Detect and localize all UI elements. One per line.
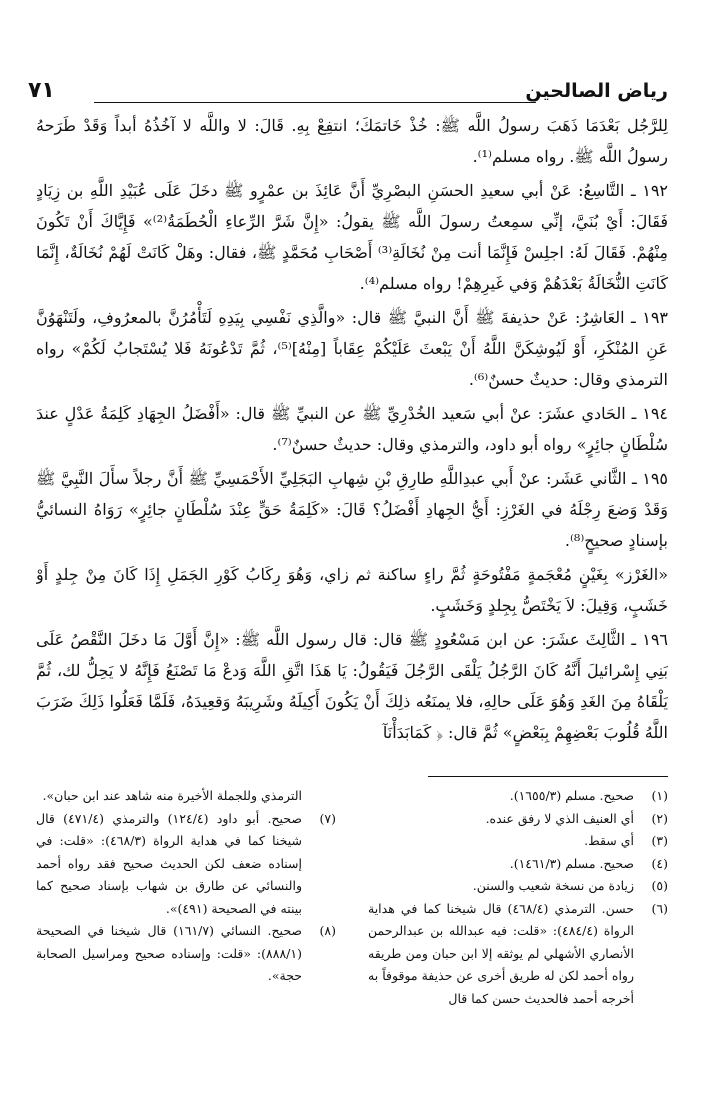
main-text: [36, 110, 668, 760]
footnote-number: (١): [651, 788, 668, 803]
hadith-193: ١٩٣ ـ العَاشِرُ: عَنْ حذيفةَ ﷺ أَنَّ النبيَّ ﷺ قال: «والَّذِي نَفْسِي بِيَدِهِ لَتَأْمُرُنَّ بالمعرُوفِ، ولَتَنْهَوُنَّ عَنِ المُنْكَرِ، أَوْ لَيُوشِكَنَّ اللَّهُ أَنْ يَبْعثَ عَلَيْكُمْ عِقَاباً [مِنْهُ]⁽⁵⁾، ثُمَّ تَدْعُونَهُ فَلا يُسْتَجابُ لَكُمْ» رواه الترمذي وقال: حديثٌ حسنٌ⁽⁶⁾.: [36, 308, 668, 389]
page-header: [28, 78, 668, 106]
paragraph-continuation: لِلرَّجُل بَعْدَمَا ذَهَبَ رسولُ اللَّه ﷺ: خُذْ خَاتمَكَ؛ انتفِعْ بِهِ. قَالَ: لا واللَّه لا آخُذُهُ أبداً وَقَدْ طَرَحهُ رسولُ اللَّه ﷺ. رواه مسلم⁽¹⁾.: [36, 116, 668, 166]
footnote-text: زيادة من نسخة شعيب والسنن.: [472, 878, 634, 893]
footnote-text: حسن. الترمذي (٤٦٨/٤) قال شيخنا كما في هداية الرواة (٤٨٤/٤): «قلت: فيه عبدالله بن عبدالرحمن الأنصاري الأشهلي لم يوثقه إلا ابن حبان ومن طريقه رواه أحمد لكن له طريق أخرى عن حذيفة موقوفاً به أخرجه أحمد فالحديث حسن كما قال: [368, 900, 635, 1006]
hadith-194: ١٩٤ ـ الحَادي عشَرَ: عنْ أبي سَعيد الخُدْرِيِّ ﷺ عن النبيِّ ﷺ قال: «أَفْضَلُ الجِهَادِ كَلِمَةُ عَدْلٍ عندَ سُلْطَانٍ جائِرٍ» رواه أبو داود، والترمذي وقال: حديثٌ حسنٌ⁽⁷⁾.: [36, 404, 668, 454]
hadith-192: ١٩٢ ـ التَّاسِعُ: عَنْ أبي سعيدِ الحسَنِ البصْرِيِّ أَنَّ عَائِذَ بن عمْرٍو ﷺ دخَلَ عَلَى عُبَيْدِ اللَّهِ بن زِيَادٍ فَقَالَ: أَيْ بُنَيَّ، إنِّي سمِعتُ رسولَ اللَّه ﷺ يقولُ: «إِنَّ شَرَّ الرِّعاءِ الْحُطَمَةُ⁽²⁾» فَإِيَّاكَ أَنْ تَكُونَ مِنْهُمْ. فَقَالَ لَهُ: اجلِسْ فَإِنَّمَا أنت مِنْ نُخَالَةِ⁽³⁾ أَصْحَابِ مُحَمَّدٍ ﷺ، فقال: وهَلْ كَانَتْ لَهُمْ نُخَالَةٌ، إِنَّمَا كَانَتِ النُّخَالَةُ بَعْدَهُمْ وَفي غَيرِهِمْ! رواه مسلم⁽⁴⁾.: [36, 181, 668, 293]
footnote-text: صحيح. مسلم (١٦٥٥/٣).: [509, 788, 634, 803]
footnote-text: أي العنيف الذي لا رفق عنده.: [485, 810, 634, 826]
hadith-195: ١٩٥ ـ الثَّاني عَشَر: عنْ أَبي عبدِاللَّهِ طارِقِ بْنِ شِهابِ البَجَلِيِّ الأَحْمَسِيِّ ﷺ أَنَّ رجلاً سأَلَ النَّبِيَّ ﷺ وَقَدْ وَضعَ رِجْلَهُ في الغَرْزِ: أَيُّ الجِهادِ أَفْضَلُ؟ قَالَ: «كَلِمَةُ حَقٍّ عِنْدَ سُلْطَانٍ جائِرٍ» رَوَاهُ النسائيُّ بإسنادٍ صحيحٍ⁽⁸⁾.: [36, 469, 668, 550]
footnote-2: [368, 808, 668, 831]
footnote-number: (٨): [319, 923, 336, 938]
footnote-text: أي سقط.: [584, 833, 634, 848]
header-rule: [94, 102, 536, 103]
footnote-number: [302, 785, 336, 808]
footnote-4: [368, 853, 668, 876]
footnote-3: [368, 830, 668, 853]
footnote-7: [36, 808, 336, 921]
footnotes-right-column: [368, 785, 668, 1010]
footnote-number: (٤): [651, 855, 668, 871]
footnote-1: [368, 785, 668, 808]
footnote-number: (٣): [651, 833, 668, 848]
book-title: رياض الصالحين: [525, 80, 668, 102]
footnotes-left-column: [36, 785, 336, 988]
page-number: ٧١: [28, 78, 55, 103]
footnote-number: (٢): [651, 810, 668, 826]
footnote-text: صحيح. النسائي (١٦١/٧) قال شيخنا في الصحيحة (٨٨٨/١): «قلت: وإسناده صحيح ومراسيل الصحابة حجة».: [36, 923, 302, 983]
hadith-196: ١٩٦ ـ الثَّالِثَ عشَرَ: عن ابن مَسْعُودٍ ﷺ قال: قال رسول اللَّه ﷺ: «إِنَّ أَوَّلَ مَا دخَلَ النَّقْصُ عَلَى بَنِي إِسْرائيلَ أَنَّهُ كَانَ الرَّجُلُ يَلْقَى الرَّجُلَ فَيَقُولُ: يَا هَذَا اتَّقِ اللَّهَ وَدعْ مَا تَصْنَعُ فَإِنَّهُ لا يَحِلُّ لك، ثُمَّ يَلْقَاهُ مِنَ الغَدِ وَهُوَ عَلَى حالِهِ، فلا يمنَعُه ذلِكَ أَنْ يَكُونَ أَكِيلَهُ وشَرِيبَهُ وَقعِيدَهُ، فَلَمَّا فَعَلُوا ذَلِكَ ضَرَبَ اللَّهُ قُلُوبَ بَعْضِهِمْ بِبَعْضٍ» ثُمَّ قال: ﴿ كَمَابَدَأْنَآ: [36, 630, 668, 742]
footnote-separator: [428, 776, 668, 777]
footnote-number: (٥): [651, 878, 668, 893]
footnote-text: صحيح. أبو داود (١٢٤/٤) والترمذي (٤٧١/٤) قال شيخنا كما في هداية الرواة (٤٦٨/٣): «قلت: في إسناده ضعف لكن الحديث صحيح فقد رواه أحمد والنسائي عن طارق بن شهاب بإسناد صحيح كما بينته في الصحيحة (٤٩١)».: [36, 810, 302, 916]
footnote-8: [36, 920, 336, 988]
footnote-5: [368, 875, 668, 898]
footnote-text: الترمذي وللجملة الأخيرة منه شاهد عند ابن حبان».: [42, 788, 302, 803]
footnote-number: (٦): [651, 900, 668, 916]
footnote-6-continued: [36, 785, 336, 808]
footnote-6: [368, 898, 668, 1011]
footnote-number: (٧): [319, 810, 336, 826]
footnotes: [36, 785, 668, 1095]
gloss-gharz: «الغَرْز» بِغَيْنٍ مُعْجَمةٍ مَفْتُوحَةٍ ثُمَّ راءٍ ساكنة ثم زاي، وَهُوَ رِكَابُ كَوْرِ الجَمَلِ إِذَا كَانَ مِنْ جِلدٍ أَوْ خَشَبٍ، وَقِيلَ: لاَ يَخْتَصُّ بِجِلدٍ وَخَشَبٍ.: [36, 565, 668, 615]
footnote-text: صحيح. مسلم (١٤٦١/٣).: [509, 855, 634, 871]
